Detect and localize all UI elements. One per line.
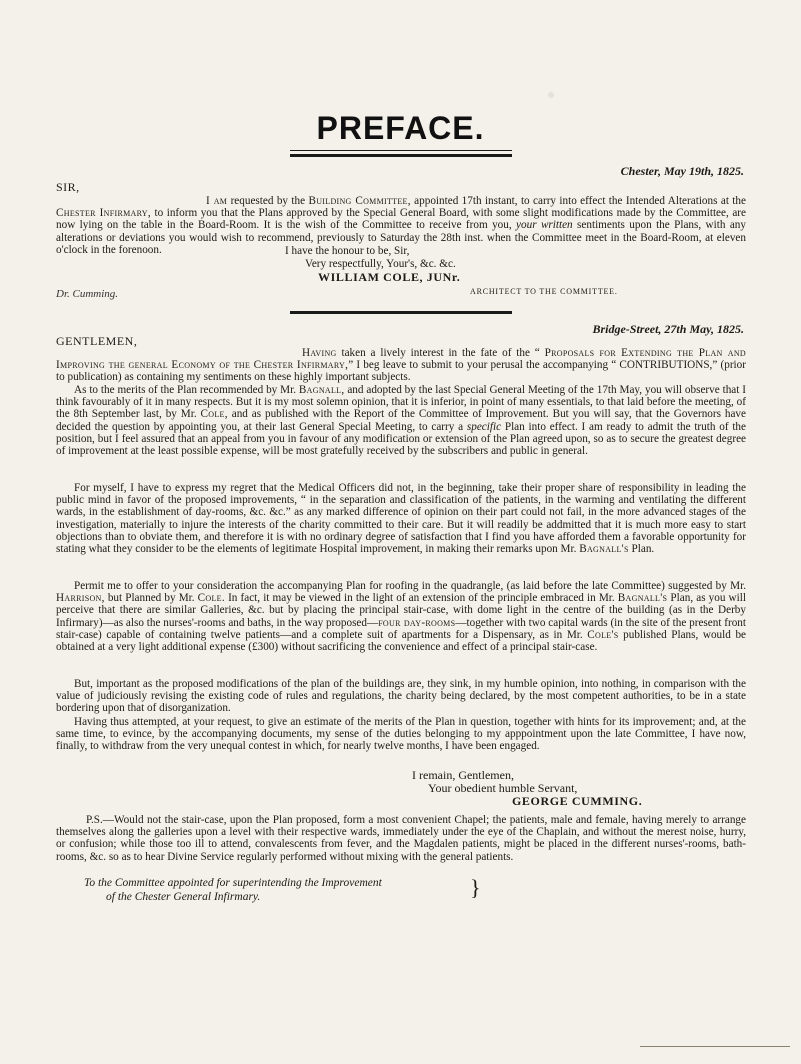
letter2-text: and adopted by the last Special General Meeting of the 17th May, you will observe that I think favourably of it in many respects. But it is my most solemn opinion, that it is inferior, in point of many essentials, to that laid before the meeting, of the 8th September last, by Mr. — [56, 384, 746, 421]
letter2-paragraph-3 — [56, 482, 746, 555]
letter1-dateline: Chester, May 19th, 1825. — [620, 164, 744, 178]
footer-addressee-line-2: of the Chester General Infirmary. — [106, 891, 261, 903]
letter2-paragraph-1 — [56, 347, 746, 384]
letter1-text: appointed 17th instant, to carry into effect the Intended Alterations at the — [410, 195, 746, 207]
letter1-signature: WILLIAM COLE, JUNr. — [318, 270, 461, 284]
letter1-signature-title: ARCHITECT TO THE COMMITTEE. — [470, 287, 618, 296]
letter2-text: Plan. — [628, 543, 655, 556]
name-bagnall: Bagnall's — [579, 543, 629, 556]
ink-speck — [548, 92, 554, 98]
letter2-salutation: GENTLEMEN, — [56, 334, 138, 348]
name-cole: Cole, — [200, 408, 228, 421]
letter1-text: requested by the — [227, 195, 309, 207]
name-harrison: Harrison, — [56, 592, 105, 605]
letter2-text: Plan into effect. I am ready to admit the truth of the position, but I feel assured that an appeal from you in favour of any modification or extension of the Plan agreed upon, so as to secure the greatest degree of improvement at the least possible expense, will be most gratefully received by the subscribers and public in general. — [56, 420, 746, 458]
letter2-text: but Planned by Mr. — [104, 592, 198, 605]
building-committee-text: Building Committee, — [308, 195, 411, 207]
letter2-text: —together with two capital wards (in the site of the present front stair-case) capable of containing twelve patients—and a complete suit of apartments for a Dispensary, as in Mr. — [56, 616, 746, 641]
letter2-text: published Plans, would be obtained at a very light additional expense (£300) without sacrificing the convenience and effect of a principal stair-case. — [56, 628, 747, 654]
letter1-text: sentiments upon the Plans, with any alterations or deviations you would wish to recommend, previously to Saturday the 28th inst. when the Committee meet in the Board-Room, at eleven o'clock in the forenoon. — [56, 219, 746, 256]
page-edge-mark — [640, 1046, 790, 1047]
letter2-lead-word: Having — [302, 347, 337, 359]
footer-addressee-line-1: To the Committee appointed for superintending the Improvement — [84, 877, 382, 889]
name-bagnall: Bagnall, — [298, 384, 345, 396]
letter1-salutation: SIR, — [56, 180, 80, 194]
letter2-text: Plan, as you will perceive that there are similar Galleries, &c. but by placing the principal stair-case, with dome light in the centre of the building (as in the Derby Infirmary)—as also the nurses'-rooms and baths, in the way proposed— — [56, 592, 746, 629]
proposals-title: Proposals for Extending the Plan and Improving the general Economy of the Chester Infirmary, — [56, 347, 746, 372]
letter1-text: to inform you that the Plans approved by the Special General Board, with some slight modifications made by the Committee, are now lying on the table in the Board-Room. It is the wish of the Committee to receive from you, — [56, 207, 746, 232]
postscript: P.S.—Would not the stair-case, upon the Plan proposed, form a most convenient Chapel; the patients, male and female, having merely to arrange themselves along the galleries upon a level with their respective wards, immediately under the eye of the Chaplain, and without the merest noise, hurry, or confusion; while those too ill to attend, convalescents from fever, and the Magdalen patients, might be placed in the different nurses'-rooms, bath-rooms, &c. so as to hear Divine Service regularly performed without mixing with the general patients. — [56, 814, 746, 863]
heading-rule-thick — [290, 154, 512, 157]
section-divider — [290, 311, 512, 314]
letter2-paragraph-5: But, important as the proposed modifications of the plan of the buildings are, they sink, in my humble opinion, into nothing, in comparison with the value of judiciously revising the existing code of rules and regulations, the charity being declared, by the most competent authorities, to be in a state bordering upon that of disorganization. — [56, 678, 746, 715]
letter2-text: taken a lively interest in the fate of the “ — [336, 347, 545, 359]
letter1-closing-2: Very respectfully, Your's, &c. &c. — [305, 258, 456, 270]
name-cole: Cole. — [197, 592, 225, 605]
letter2-text: Permit me to offer to your consideration the accompanying Plan for roofing in the quadrangle, (as laid before the late Committee) suggested by Mr. — [74, 580, 746, 592]
letter2-signature: GEORGE CUMMING. — [512, 794, 643, 808]
letter2-text: For myself, I have to express my regret that the Medical Officers did not, in the beginning, take their proper share of responsibility in leading the public mind in favor of the proposed improvements, “ in the separation and classification of the patients, in the warming and ventilating the different wards, in the establishment of day-rooms, &c. &c.” as any marked difference of opinion on their part could not fail, in the more advanced stages of the investigation, materially to injure the interests of the charity committed to their care. But it will readily be addmitted that it is much more easy to start objections than to obviate them, and therefore it is with no ordinary degree of satisfaction that I find you have afforded them a favorable opportunity for stating what they consider to be the elements of legitimate Hospital improvement, in making their remarks upon Mr. — [56, 482, 746, 556]
letter2-dateline: Bridge-Street, 27th May, 1825. — [592, 322, 744, 336]
letter2-paragraph-4 — [56, 580, 746, 653]
letter2-closing-1: I remain, Gentlemen, — [412, 768, 514, 782]
letter1-closing-1: I have the honour to be, Sir, — [285, 245, 410, 257]
heading-rule-thin — [290, 150, 512, 151]
letter1-lead-word: I am — [206, 195, 228, 207]
name-cole: Cole's — [587, 628, 619, 641]
chester-infirmary-text: Chester Infirmary, — [56, 207, 151, 220]
name-bagnall: Bagnall's — [617, 592, 668, 605]
written-emphasis: your written — [516, 219, 573, 232]
letter2-closing-2: Your obedient humble Servant, — [428, 781, 578, 795]
letter2-text: and as published with the Report of the Committee of Improvement. But you will say, that the Governors have decided the question by appointing you, at their last General Special Meeting, to carry a — [56, 408, 746, 433]
letter2-text: In fact, it may be viewed in the light of an extension of the principle embraced in Mr. — [224, 592, 618, 605]
page-heading: PREFACE. — [316, 110, 485, 146]
specific-emphasis: specific — [466, 420, 502, 433]
letter2-paragraph-2 — [56, 384, 746, 457]
day-rooms-text: four day-rooms — [378, 616, 456, 629]
letter2-text: ” I beg leave to submit to your perusal the accompanying “ CONTRIBUTIONS,” (prior to publication) as containing my sentiments on these highly important subjects. — [56, 359, 746, 384]
letter2-text: As to the merits of the Plan recommended by Mr. — [74, 384, 299, 396]
letter2-paragraph-6: Having thus attempted, at your request, to give an estimate of the merits of the Plan in question, together with hints for its improvement; and, at the same time, to evince, by the accompanying documents, my sense of the duties belonging to my apppointment upon the late Committee, I have now, finally, to withdraw from the very unequal contest in which, for nearly twelve months, I have been engaged. — [56, 716, 746, 753]
letter1-addressee: Dr. Cumming. — [56, 288, 119, 300]
footer-brace: } — [470, 875, 481, 900]
